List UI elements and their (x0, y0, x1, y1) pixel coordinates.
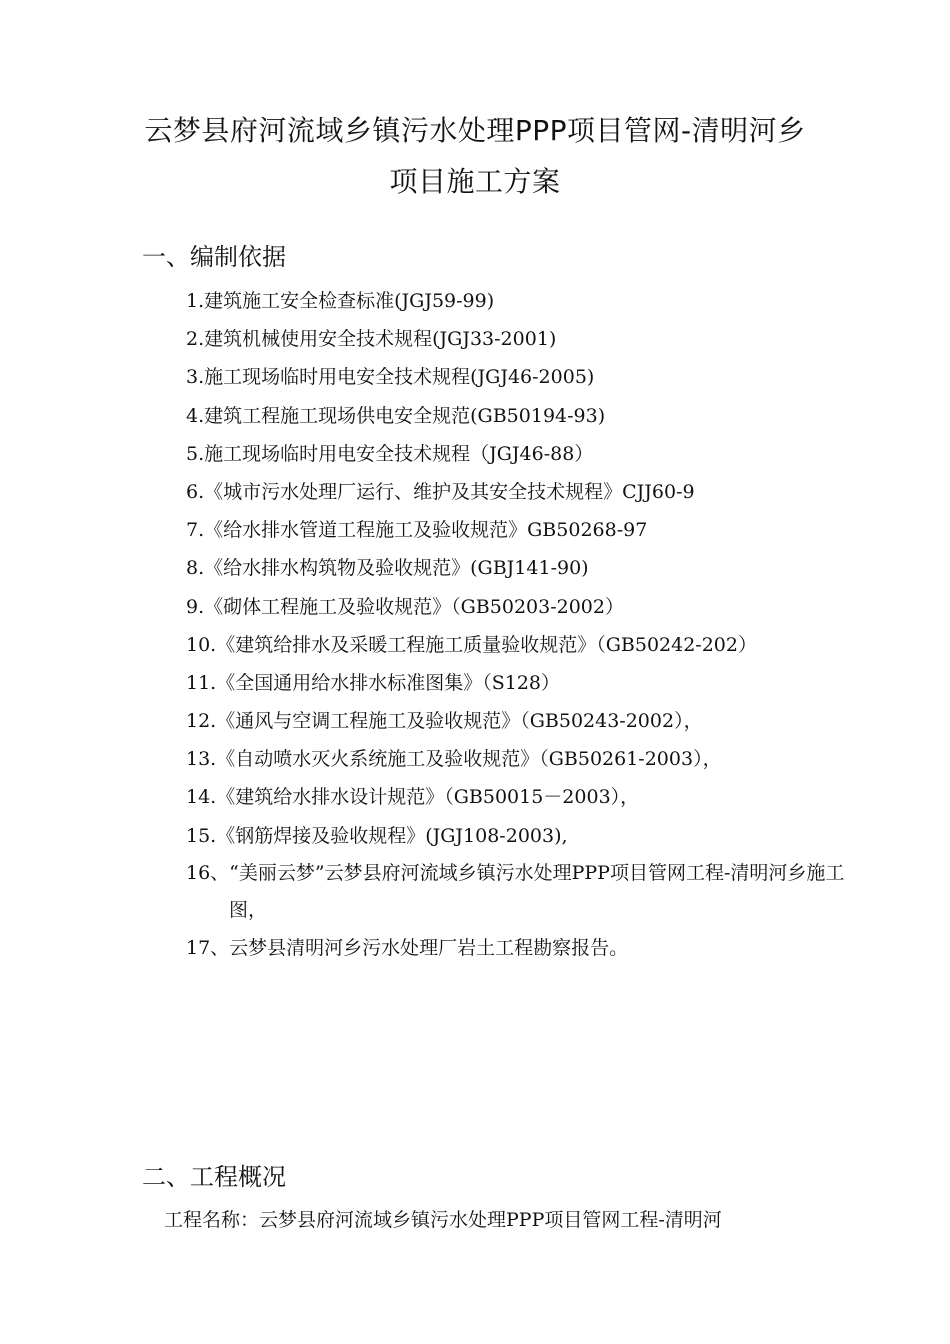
list-item: 13.《自动喷水灭火系统施工及验收规范》（GB50261-2003）， (186, 748, 722, 771)
section-heading-basis: 一、编制依据 (142, 243, 286, 271)
list-item: 4.建筑工程施工现场供电安全规范(GB50194-93) (186, 404, 606, 427)
list-item: 15.《钢筋焊接及验收规程》(JGJ108-2003), (186, 824, 568, 847)
document-title-line-1: 云梦县府河流域乡镇污水处理PPP项目管网-清明河乡 (144, 114, 806, 147)
list-item: 12.《通风与空调工程施工及验收规范》（GB50243-2002）， (186, 710, 703, 733)
list-item: 17、云梦县清明河乡污水处理厂岩土工程勘察报告。 (186, 936, 629, 959)
basis-list (186, 282, 886, 967)
list-item: 11.《全国通用给水排水标准图集》（S128） (186, 671, 560, 694)
list-item: 14.《建筑给水排水设计规范》（GB50015－2003）， (186, 786, 640, 809)
project-name-line: 工程名称：云梦县府河流域乡镇污水处理PPP项目管网工程-清明河 (164, 1209, 722, 1231)
list-item: 6.《城市污水处理厂运行、维护及其安全技术规程》CJJ60-9 (186, 480, 695, 503)
section-heading-overview: 二、工程概况 (142, 1163, 286, 1191)
list-item: 1.建筑施工安全检查标准(JGJ59-99) (186, 290, 495, 312)
list-item: 2.建筑机械使用安全技术规程(JGJ33-2001) (186, 328, 557, 351)
list-item: 3.施工现场临时用电安全技术规程(JGJ46-2005) (186, 366, 595, 389)
list-item: 9.《砌体工程施工及验收规范》（GB50203-2002） (186, 595, 624, 618)
list-item: 5.施工现场临时用电安全技术规程（JGJ46-88） (186, 442, 594, 465)
list-item: 8.《给水排水构筑物及验收规范》(GBJ141-90) (186, 557, 589, 580)
list-item: 10.《建筑给排水及采暖工程施工质量验收规范》（GB50242-202） (186, 633, 757, 656)
list-item: 7.《给水排水管道工程施工及验收规范》GB50268-97 (186, 519, 648, 542)
list-item: 16、“美丽云梦”云梦县府河流域乡镇污水处理PPP项目管网工程-清明河乡施工图， (186, 861, 845, 921)
document-title-line-2: 项目施工方案 (389, 165, 561, 198)
